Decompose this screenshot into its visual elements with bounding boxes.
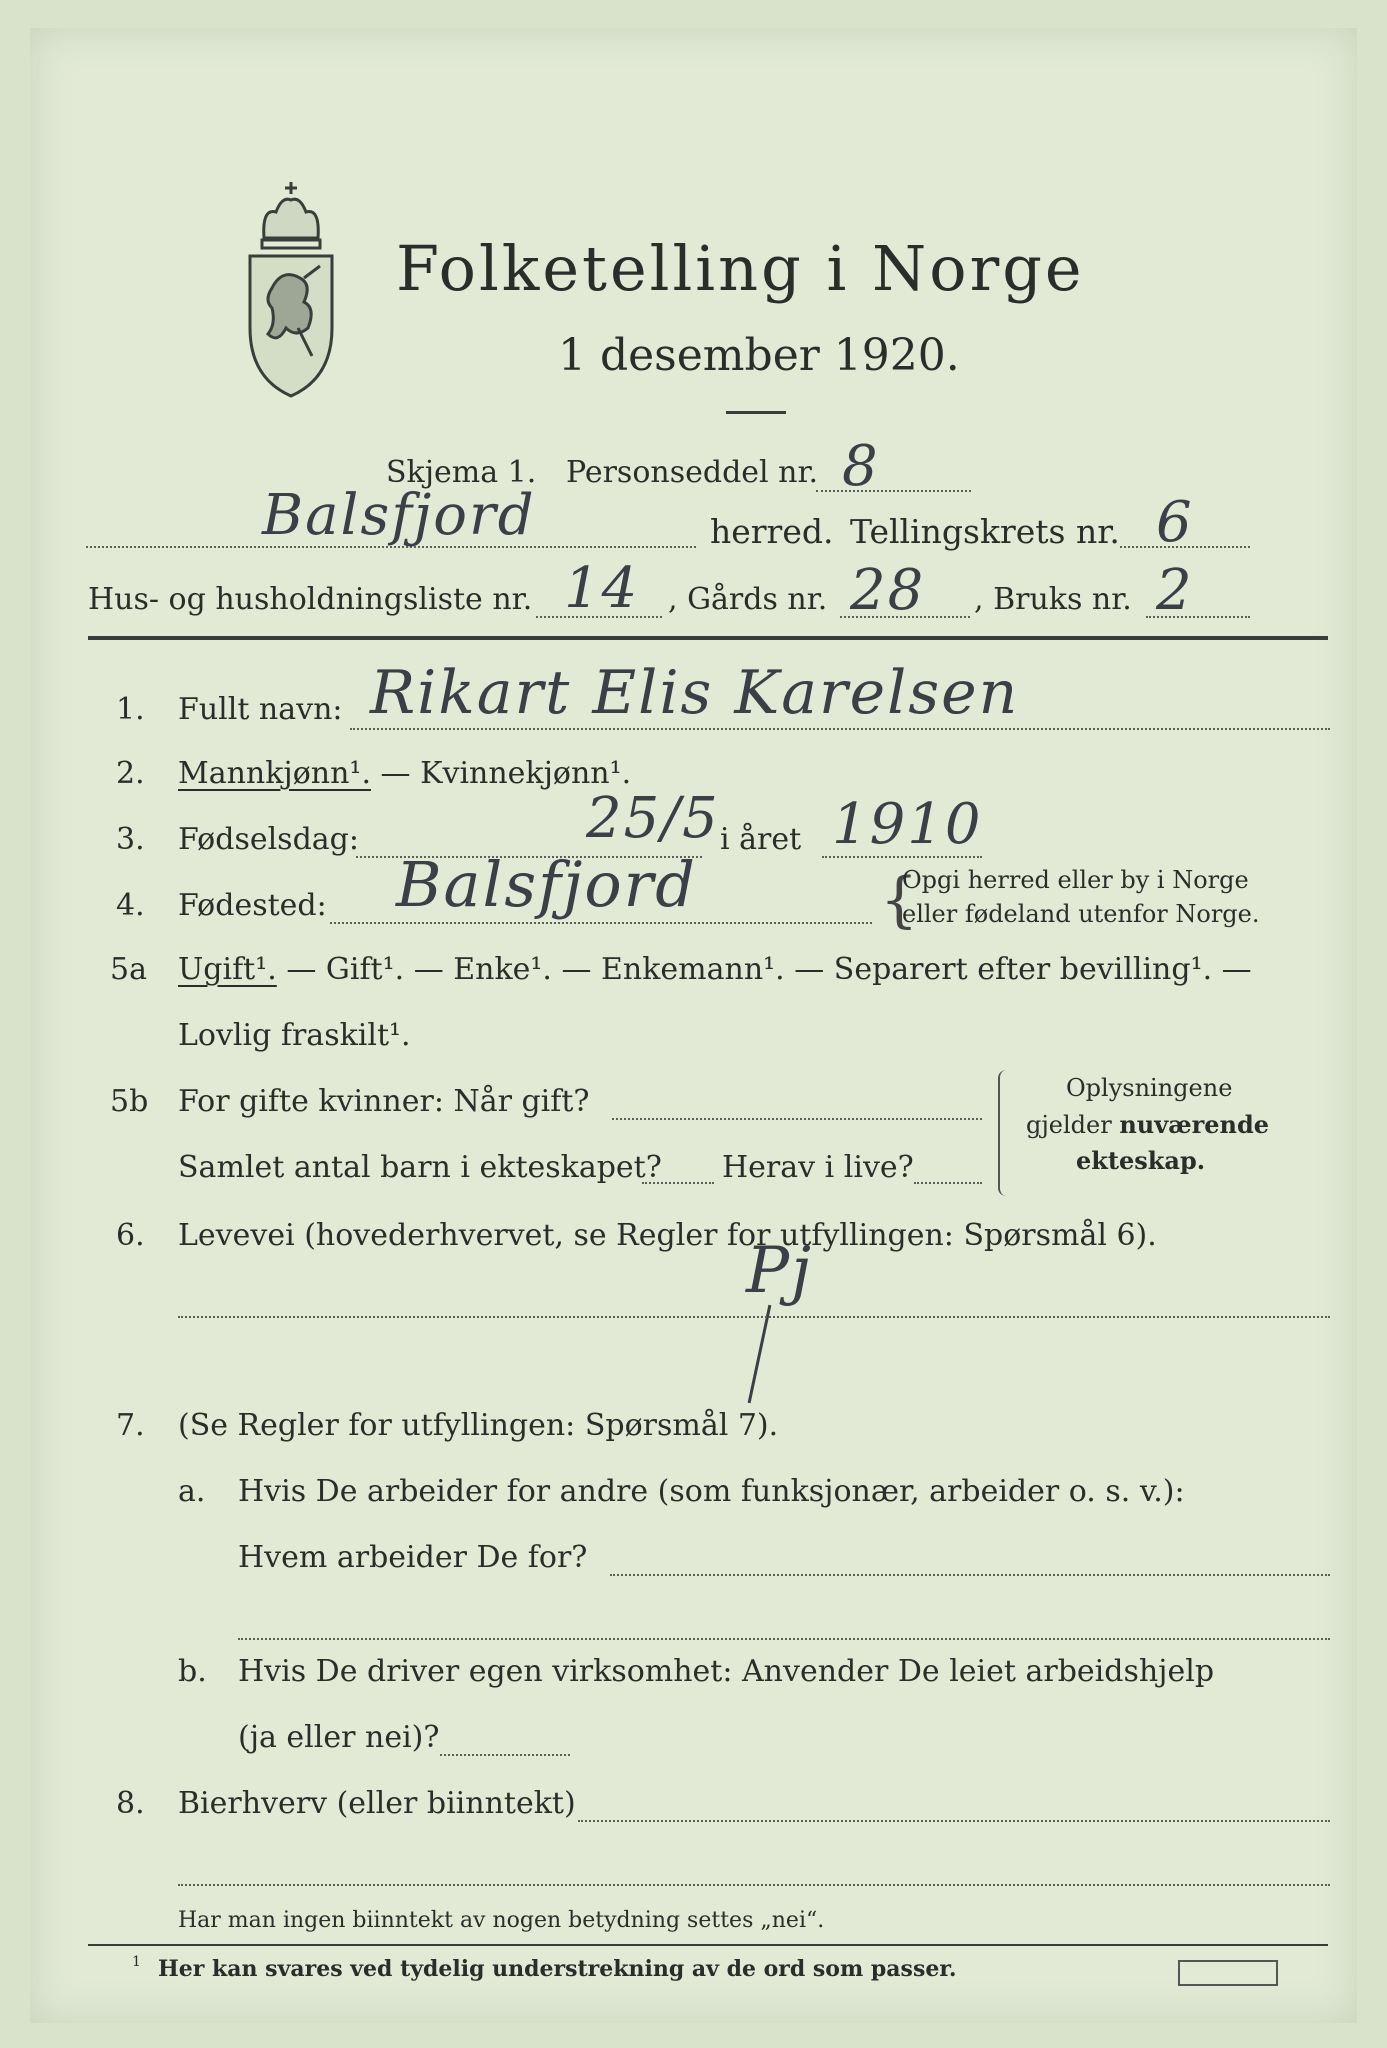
q5b-children-label: Samlet antal barn i ekteskapet?: [178, 1150, 662, 1185]
q3-number: 3.: [116, 822, 145, 857]
q4-note-line2: eller fødeland utenfor Norge.: [902, 900, 1260, 928]
herred-label: herred.: [710, 512, 834, 551]
option-lovlig-fraskilt[interactable]: Lovlig fraskilt¹.: [178, 1018, 411, 1053]
coat-of-arms-icon: [242, 178, 340, 400]
birthplace-value[interactable]: Balsfjord: [396, 848, 697, 921]
bruks-value[interactable]: 2: [1156, 558, 1194, 623]
q1-label: Fullt navn:: [178, 692, 343, 727]
marital-other-options[interactable]: — Gift¹. — Enke¹. — Enkemann¹. — Separert efter bevilling¹. —: [276, 952, 1252, 987]
bruks-label: , Bruks nr.: [974, 582, 1132, 617]
q2-number: 2.: [116, 756, 145, 791]
personseddel-value[interactable]: 8: [842, 434, 880, 499]
q5b-number: 5b: [110, 1084, 149, 1119]
gards-label: , Gårds nr.: [668, 582, 828, 617]
q6-label: Levevei (hovederhvervet, se Regler for utfyllingen: Spørsmål 6).: [178, 1218, 1157, 1253]
livelihood-value[interactable]: Pj: [746, 1234, 813, 1308]
yesno-line: [440, 1754, 570, 1756]
hus-label: Hus- og husholdningsliste nr.: [88, 582, 533, 617]
q5b-note-nuvaerende: nuværende: [1119, 1110, 1270, 1139]
header-rule: [88, 636, 1328, 640]
biinntekt-note: Har man ingen biinntekt av nogen betydning settes „nei“.: [178, 1908, 825, 1933]
q1-line: [350, 728, 1330, 730]
alive-line: [914, 1182, 982, 1184]
personseddel-line: [816, 490, 971, 492]
title-divider: [726, 411, 786, 414]
full-name-value[interactable]: Rikart Elis Karelsen: [370, 658, 1020, 728]
hus-value[interactable]: 14: [564, 556, 640, 621]
q8-number: 8.: [116, 1786, 145, 1821]
gender-separator: —: [371, 756, 421, 791]
employer-line-2: [238, 1638, 1330, 1640]
q3-label: Fødselsdag:: [178, 822, 359, 857]
q7-label: (Se Regler for utfyllingen: Spørsmål 7).: [178, 1408, 779, 1443]
birthplace-line: [330, 922, 872, 924]
q6-line: [178, 1316, 1330, 1318]
q7a-employer-label: Hvem arbeider De for?: [238, 1540, 588, 1575]
footnote-number: 1: [132, 1954, 141, 1970]
q8-label: Bierhverv (eller biinntekt): [178, 1786, 576, 1821]
gender-options: [178, 756, 631, 791]
employer-line: [610, 1574, 1330, 1576]
tellingskrets-label: Tellingskrets nr.: [850, 512, 1120, 551]
footer-rule: [88, 1944, 1328, 1946]
q7a-label: Hvis De arbeider for andre (som funksjonær, arbeider o. s. v.):: [238, 1474, 1185, 1509]
children-line: [642, 1182, 714, 1184]
q8-line-2: [178, 1884, 1330, 1886]
q5b-married-label: For gifte kvinner: Når gift?: [178, 1084, 590, 1119]
census-form-page: [30, 28, 1357, 2023]
marital-options: [178, 952, 1252, 987]
option-mannkjonn[interactable]: Mannkjønn¹.: [178, 756, 371, 791]
q7-number: 7.: [116, 1408, 145, 1443]
q8-line: [578, 1820, 1330, 1822]
footnote-text: Her kan svares ved tydelig understrekning av de ord som passer.: [158, 1956, 957, 1982]
year-label: i året: [720, 822, 802, 857]
gards-value[interactable]: 28: [850, 558, 926, 623]
q5b-bracket: [998, 1070, 1010, 1196]
form-title: Folketelling i Norge: [396, 232, 1085, 305]
q4-brace: {: [880, 865, 919, 935]
q5b-note-line2: [1026, 1110, 1269, 1139]
q7b-label: Hvis De driver egen virksomhet: Anvender De leiet arbeidshjelp: [238, 1654, 1215, 1689]
q7b-yesno-label: (ja eller nei)?: [238, 1720, 440, 1755]
married-date-line: [612, 1118, 982, 1120]
option-kvinnekjonn[interactable]: Kvinnekjønn¹.: [420, 756, 632, 791]
birthday-value[interactable]: 25/5: [586, 786, 720, 851]
q5b-alive-label: Herav i live?: [722, 1150, 914, 1185]
option-ugift[interactable]: Ugift¹.: [178, 952, 277, 987]
q4-number: 4.: [116, 888, 145, 923]
census-date: 1 desember 1920.: [558, 330, 960, 381]
printer-stamp: [1178, 1960, 1278, 1986]
herred-value[interactable]: Balsfjord: [262, 483, 536, 548]
birth-year-value[interactable]: 1910: [832, 792, 983, 857]
tellingskrets-value[interactable]: 6: [1156, 490, 1194, 555]
personseddel-label: Personseddel nr.: [566, 455, 819, 490]
q1-number: 1.: [116, 692, 145, 727]
q5b-note-gjelder: gjelder: [1026, 1111, 1120, 1139]
q5a-number: 5a: [110, 952, 147, 987]
q7b-number: b.: [178, 1654, 207, 1689]
q4-note-line1: Opgi herred eller by i Norge: [902, 866, 1249, 894]
q6-number: 6.: [116, 1218, 145, 1253]
q4-label: Fødested:: [178, 888, 327, 923]
skjema-label: Skjema 1.: [386, 455, 537, 490]
livelihood-stroke: [748, 1305, 772, 1403]
q7a-number: a.: [178, 1474, 206, 1509]
q5b-note-line1: Oplysningene: [1066, 1074, 1233, 1102]
q5b-note-line3: ekteskap.: [1076, 1146, 1206, 1175]
